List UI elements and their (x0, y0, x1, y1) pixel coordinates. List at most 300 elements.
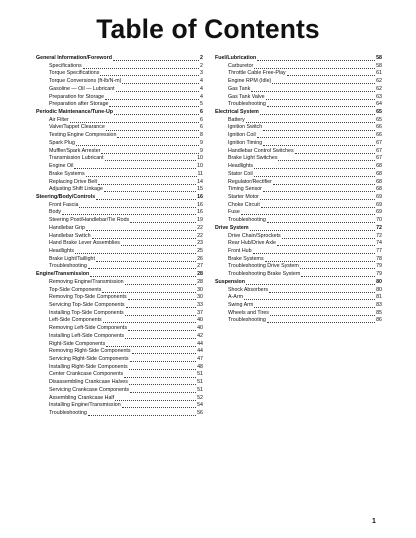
toc-entry-title: Fuse (228, 209, 240, 216)
toc-entry-title: Servicing Crankcase Components (49, 386, 130, 393)
toc-entry (36, 379, 203, 387)
toc-entry-title: Specifications (49, 62, 82, 69)
dot-leader (113, 60, 199, 61)
toc-page-number: 40 (197, 325, 203, 332)
toc-entry-title: Body (49, 209, 62, 216)
dot-leader (250, 230, 376, 231)
toc-entry (215, 302, 382, 310)
toc-entry (36, 94, 203, 102)
dot-leader (254, 176, 375, 177)
dot-leader (122, 407, 196, 408)
toc-entry-title: Starter Motor (228, 193, 259, 200)
toc-entry-title: A-Arm (228, 294, 244, 301)
toc-entry (36, 310, 203, 318)
toc-page-number: 4 (200, 78, 203, 85)
dot-leader (246, 122, 375, 123)
toc-page-number: 2 (200, 62, 203, 69)
toc-page-number: 74 (376, 240, 382, 247)
toc-page-number: 67 (376, 147, 382, 154)
toc-page-number: 30 (197, 286, 203, 293)
toc-entry (36, 364, 203, 372)
toc-entry (36, 341, 203, 349)
toc-entry-title: Gas Tank (228, 85, 251, 92)
dot-leader (263, 191, 375, 192)
toc-page-number: 86 (376, 317, 382, 324)
dot-leader (88, 415, 196, 416)
dot-leader (128, 299, 196, 300)
toc-entry-title: Ignition Coil (228, 132, 256, 139)
dot-leader (129, 384, 196, 385)
toc-entry-title: Air Filter (49, 116, 69, 123)
toc-entry (36, 395, 203, 403)
toc-page-number: 80 (376, 286, 382, 293)
dot-leader (106, 130, 199, 131)
toc-entry (215, 256, 382, 264)
toc-entry-title: Troubleshooting (228, 217, 266, 224)
toc-entry-title: Handlebar Grip (49, 224, 85, 231)
toc-entry-title: Hand Brake Lever Assemblies (49, 240, 120, 247)
toc-entry (36, 217, 203, 225)
toc-entry (36, 233, 203, 241)
toc-page-number: 72 (376, 224, 382, 231)
toc-page-number: 10 (197, 163, 203, 170)
toc-entry (215, 179, 382, 187)
toc-entry-title: Installing Engine/Transmission (49, 402, 121, 409)
toc-entry (215, 148, 382, 156)
toc-entry (215, 263, 382, 271)
toc-entry-title: Troubleshooting Brake System (228, 271, 301, 278)
toc-entry-title: Engine RPM (Idle) (228, 78, 272, 85)
toc-entry-title: Torque Specifications (49, 70, 100, 77)
dot-leader (244, 299, 375, 300)
toc-page-number: 30 (197, 294, 203, 301)
page-number: 1 (372, 518, 376, 525)
toc-entry-title: Ignition Switch (228, 124, 263, 131)
toc-entry-title: Headlights (228, 163, 254, 170)
toc-entry (36, 387, 203, 395)
toc-page-number: 23 (197, 240, 203, 247)
toc-page-number: 37 (197, 309, 203, 316)
toc-page-number: 10 (197, 155, 203, 162)
toc-entry (36, 356, 203, 364)
dot-leader (128, 330, 196, 331)
toc-entry (215, 101, 382, 109)
dot-leader (86, 230, 196, 231)
toc-entry-title: Assembling Crankcase Half (49, 394, 115, 401)
toc-page-number: 40 (197, 317, 203, 324)
toc-entry (215, 124, 382, 132)
dot-leader (254, 307, 375, 308)
toc-page-number: 78 (376, 255, 382, 262)
dot-leader (257, 137, 375, 138)
dot-leader (246, 284, 375, 285)
toc-page-number: 42 (197, 332, 203, 339)
toc-page-number: 26 (197, 255, 203, 262)
toc-page-number: 65 (376, 109, 382, 116)
dot-leader (96, 261, 196, 262)
dot-leader (121, 245, 196, 246)
toc-entry-title: Regulator/Rectifier (228, 178, 272, 185)
toc-entry-title: Electrical System (215, 109, 259, 116)
toc-page-number: 58 (376, 55, 382, 61)
dot-leader (266, 99, 375, 100)
toc-entry (36, 163, 203, 171)
toc-entry-title: Removing Engine/Transmission (49, 278, 124, 285)
toc-entry-title: Troubleshooting (228, 101, 266, 108)
toc-page-number: 61 (376, 70, 382, 77)
dot-leader (62, 214, 196, 215)
toc-entry (36, 410, 203, 418)
toc-entry-title: Brake Systems (49, 170, 85, 177)
toc-page-number: 51 (197, 386, 203, 393)
dot-leader (277, 245, 375, 246)
toc-section-heading (36, 194, 203, 202)
toc-page-number: 51 (197, 371, 203, 378)
toc-entry-title: Replacing Drive Belt (49, 178, 97, 185)
toc-page-number: 79 (376, 263, 382, 270)
toc-entry (215, 287, 382, 295)
dot-leader (269, 292, 375, 293)
toc-entry (36, 248, 203, 256)
toc-entry-title: Transmission Lubricant (49, 155, 104, 162)
toc-page-number: 58 (376, 62, 382, 69)
toc-entry-title: Removing Right-Side Components (49, 348, 131, 355)
toc-entry-title: Suspension (215, 278, 246, 285)
toc-page-number: 3 (200, 70, 203, 77)
dot-leader (86, 176, 197, 177)
toc-page-number: 9 (200, 147, 203, 154)
toc-page-number: 19 (197, 217, 203, 224)
toc-page-number: 80 (376, 278, 382, 285)
dot-leader (130, 392, 196, 393)
toc-page-number: 69 (376, 209, 382, 216)
toc-page-number: 81 (376, 294, 382, 301)
toc-entry (36, 140, 203, 148)
dot-leader (263, 130, 375, 131)
toc-entry-title: Servicing Top-Side Components (49, 302, 125, 308)
dot-leader (263, 145, 375, 146)
toc-entry (36, 240, 203, 248)
toc-entry-title: Troubleshooting (228, 317, 266, 324)
toc-entry-title: Engine/Transmission (36, 271, 90, 278)
toc-page-number: 72 (376, 232, 382, 239)
toc-entry (36, 279, 203, 287)
toc-entry-title: Testing Engine Compression (49, 132, 117, 139)
toc-entry (36, 263, 203, 271)
toc-entry-title: Front Hub (228, 247, 252, 254)
toc-entry-title: Drive Chain/Sprockets (228, 232, 281, 239)
dot-leader (92, 238, 197, 239)
toc-page-number: 54 (197, 402, 203, 409)
dot-leader (98, 184, 196, 185)
dot-leader (129, 369, 196, 370)
toc-page-number: 48 (197, 363, 203, 370)
toc-page-number: 64 (376, 101, 382, 108)
toc-entry-title: Torque Conversions (ft-lb/N-m) (49, 78, 122, 85)
toc-entry (36, 171, 203, 179)
dot-leader (101, 153, 199, 154)
dot-leader (124, 377, 196, 378)
dot-leader (253, 253, 376, 254)
toc-entry (215, 310, 382, 318)
dot-leader (96, 199, 196, 200)
toc-entry-title: Swing Arm (228, 302, 254, 308)
toc-left-column (36, 55, 203, 418)
toc-entry (36, 256, 203, 264)
page-title: Table of Contents (96, 14, 320, 44)
dot-leader (278, 160, 375, 161)
dot-leader (104, 191, 196, 192)
toc-entry (36, 155, 203, 163)
dot-leader (257, 60, 375, 61)
toc-page-number: 4 (200, 93, 203, 100)
toc-entry-title: Adjusting Shift Linkage (49, 186, 103, 193)
toc-entry-title: Timing Sensor (228, 186, 262, 193)
toc-entry-title: Spark Plug (49, 139, 75, 146)
toc-section-heading (215, 55, 382, 63)
dot-leader (273, 184, 375, 185)
toc-page-number: 65 (376, 116, 382, 123)
dot-leader (301, 276, 375, 277)
toc-entry-title: Stator Coil (228, 170, 253, 177)
toc-entry-title: Removing Top-Side Components (49, 294, 127, 301)
toc-entry (36, 117, 203, 125)
toc-entry (215, 209, 382, 217)
dot-leader (267, 106, 375, 107)
toc-entry (215, 202, 382, 210)
toc-page-number: 62 (376, 85, 382, 92)
dot-leader (287, 75, 375, 76)
toc-entry (36, 78, 203, 86)
toc-page-number: 69 (376, 201, 382, 208)
toc-entry (215, 240, 382, 248)
dot-leader (76, 145, 199, 146)
toc-entry (36, 86, 203, 94)
toc-entry-title: General Information/Foreword (36, 55, 112, 61)
dot-leader (267, 222, 375, 223)
toc-page-number: 79 (376, 271, 382, 278)
toc-page-number: 6 (200, 124, 203, 131)
toc-entry-title: Headlights (49, 247, 75, 254)
toc-entry-title: Preparation after Storage (49, 101, 109, 108)
toc-entry-title: Brake Systems (228, 255, 264, 262)
toc-page-number: 6 (200, 116, 203, 123)
toc-page-number: 51 (197, 379, 203, 386)
toc-page-number: 69 (376, 193, 382, 200)
toc-entry (215, 78, 382, 86)
dot-leader (122, 83, 199, 84)
toc-entry-title: Muffler/Spark Arrester (49, 147, 101, 154)
toc-entry (215, 117, 382, 125)
dot-leader (88, 268, 196, 269)
dot-leader (260, 114, 375, 115)
toc-page-number: 2 (200, 55, 203, 61)
dot-leader (115, 400, 196, 401)
toc-entry-title: Battery (228, 116, 245, 123)
toc-page-number: 6 (200, 109, 203, 116)
toc-entry-title: Front Fascia (49, 201, 79, 208)
toc-entry (36, 333, 203, 341)
toc-entry (36, 287, 203, 295)
toc-entry (215, 140, 382, 148)
toc-page-number: 68 (376, 178, 382, 185)
toc-entry-title: Steering Post/Handlebar/Tie Rods (49, 217, 130, 224)
toc-page-number: 22 (197, 224, 203, 231)
dot-leader (105, 99, 199, 100)
toc-page-number: 66 (376, 132, 382, 139)
toc-entry (36, 294, 203, 302)
toc-page-number: 68 (376, 170, 382, 177)
toc-page-number: 33 (197, 302, 203, 308)
dot-leader (90, 276, 196, 277)
toc-page-number: 68 (376, 163, 382, 170)
toc-entry (36, 302, 203, 310)
dot-leader (282, 238, 375, 239)
dot-leader (100, 75, 199, 76)
toc-page-number: 4 (200, 85, 203, 92)
dot-leader (125, 315, 196, 316)
toc-page-number: 70 (376, 217, 382, 224)
toc-entry (215, 70, 382, 78)
toc-page-number: 5 (200, 101, 203, 108)
toc-page-number: 67 (376, 155, 382, 162)
toc-entry-title: Center Crankcase Components (49, 371, 124, 378)
toc-page-number: 28 (197, 278, 203, 285)
toc-page-number: 8 (200, 132, 203, 139)
toc-page-number: 56 (197, 410, 203, 417)
toc-entry (36, 202, 203, 210)
toc-page-number: 68 (376, 186, 382, 193)
toc-entry (36, 209, 203, 217)
toc-entry-title: Brake Light Switches (228, 155, 278, 162)
toc-entry (215, 86, 382, 94)
dot-leader (260, 199, 375, 200)
toc-entry (215, 317, 382, 325)
toc-entry-title: Valve/Tappet Clearance (49, 124, 105, 131)
toc-entry (36, 186, 203, 194)
toc-entry (215, 94, 382, 102)
toc-entry (215, 171, 382, 179)
dot-leader (116, 91, 199, 92)
toc-section-heading (215, 225, 382, 233)
toc-section-heading (215, 109, 382, 117)
toc-entry (215, 194, 382, 202)
toc-page-number: 85 (376, 309, 382, 316)
toc-entry-title: Preparation for Storage (49, 93, 105, 100)
toc-entry-title: Installing Left-Side Components (49, 332, 125, 339)
toc-entry-title: Troubleshooting Drive System (228, 263, 299, 270)
toc-entry (36, 325, 203, 333)
toc-entry-title: Throttle Cable Free-Play (228, 70, 286, 77)
toc-page-number: 16 (197, 201, 203, 208)
toc-entry-title: Choke Circuit (228, 201, 260, 208)
toc-entry-title: Servicing Right-Side Components (49, 356, 129, 363)
dot-leader (132, 353, 197, 354)
dot-leader (114, 114, 199, 115)
toc-entry (36, 371, 203, 379)
toc-entry (215, 132, 382, 140)
toc-entry (36, 179, 203, 187)
toc-entry (36, 148, 203, 156)
dot-leader (74, 168, 196, 169)
toc-entry-title: Engine Oil (49, 163, 74, 170)
toc-entry (215, 248, 382, 256)
toc-entry-title: Troubleshooting (49, 410, 87, 417)
dot-leader (109, 106, 199, 107)
toc-page-number: 44 (197, 340, 203, 347)
toc-entry-title: Brake Light/Taillight (49, 255, 95, 262)
toc-section-heading (36, 55, 203, 63)
toc-entry-title: Removing Left-Side Components (49, 325, 128, 332)
toc-entry-title: Handlebar Control Switches (228, 147, 294, 154)
dot-leader (70, 122, 199, 123)
toc-entry (36, 101, 203, 109)
dot-leader (261, 207, 375, 208)
toc-page-number: 27 (197, 263, 203, 270)
toc-entry-title: Wheels and Tires (228, 309, 269, 316)
toc-page-number: 14 (197, 178, 203, 185)
dot-leader (254, 168, 375, 169)
toc-page-number: 44 (197, 348, 203, 355)
toc-page-number: 63 (376, 93, 382, 100)
toc-page-number: 11 (197, 170, 203, 177)
toc-entry-title: Periodic Maintenance/Tune-Up (36, 109, 114, 116)
toc-entry (36, 317, 203, 325)
toc-entry (215, 186, 382, 194)
toc-entry-title: Drive System (215, 224, 249, 231)
dot-leader (265, 261, 375, 262)
toc-page-number: 16 (197, 209, 203, 216)
toc-page-number: 25 (197, 247, 203, 254)
toc-entry (215, 294, 382, 302)
toc-page-number: 9 (200, 139, 203, 146)
toc-page-number: 47 (197, 356, 203, 363)
toc-entry (36, 348, 203, 356)
toc-page-number: 52 (197, 394, 203, 401)
dot-leader (130, 222, 196, 223)
dot-leader (254, 68, 375, 69)
toc-entry-title: Ignition Timing (228, 139, 263, 146)
toc-entry-title: Gasoline — Oil — Lubricant (49, 85, 115, 92)
toc-entry-title: Left-Side Components (49, 317, 102, 324)
toc-right-column (215, 55, 382, 325)
toc-entry (36, 124, 203, 132)
toc-entry-title: Rear Hub/Drive Axle (228, 240, 276, 247)
dot-leader (251, 91, 375, 92)
toc-entry-title: Troubleshooting (49, 263, 87, 270)
dot-leader (300, 268, 375, 269)
dot-leader (75, 253, 196, 254)
dot-leader (270, 315, 375, 316)
toc-entry-title: Fuel/Lubrication (215, 55, 257, 61)
toc-page-number: 28 (197, 271, 203, 278)
toc-entry-title: Steering/Body/Controls (36, 193, 96, 200)
toc-entry (215, 63, 382, 71)
toc-entry (36, 63, 203, 71)
dot-leader (126, 307, 197, 308)
toc-page-number: 62 (376, 78, 382, 85)
toc-entry-title: Installing Top-Side Components (49, 309, 124, 316)
dot-leader (125, 284, 197, 285)
toc-page-number: 77 (376, 247, 382, 254)
dot-leader (79, 207, 196, 208)
dot-leader (106, 346, 196, 347)
toc-entry-title: Right-Side Components (49, 340, 106, 347)
toc-page-number: 16 (197, 193, 203, 200)
toc-entry-title: Installing Right-Side Components (49, 363, 128, 370)
toc-entry-title: Top-Side Components (49, 286, 102, 293)
dot-leader (103, 322, 196, 323)
